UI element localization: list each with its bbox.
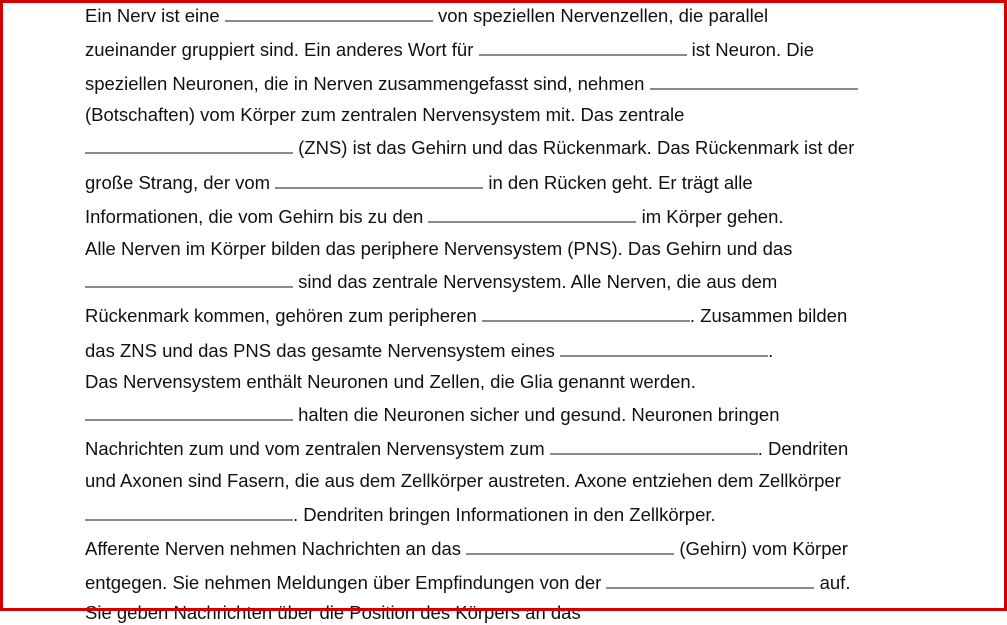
text-line [85, 601, 581, 625]
text-segment: das ZNS und das PNS das gesamte Nervensystem eines [85, 340, 561, 361]
text-segment: . Dendriten [757, 438, 849, 459]
text-line [85, 103, 684, 127]
text-line [85, 501, 716, 525]
text-segment: zueinander gruppiert sind. Ein anderes Wort für [85, 39, 479, 60]
blank-field[interactable] [85, 501, 293, 521]
text-segment: Sie geben Nachrichten über die Position des Körpers an das [85, 602, 581, 623]
text-line [85, 36, 814, 60]
text-segment: (Botschaften) vom Körper zum zentralen Nervensystem mit. Das zentrale [85, 104, 685, 125]
text-segment: von speziellen Nervenzellen, die parallel [432, 5, 769, 26]
text-line [85, 2, 768, 26]
text-line [85, 70, 858, 94]
text-segment: in den Rücken geht. Er trägt alle [483, 172, 753, 193]
text-segment: speziellen Neuronen, die in Nerven zusammengefasst sind, nehmen [85, 73, 650, 94]
text-line [85, 535, 848, 559]
text-line [85, 268, 777, 292]
text-segment: (ZNS) ist das Gehirn und das Rückenmark. Das Rückenmark ist der [293, 137, 855, 158]
blank-field[interactable] [650, 70, 858, 90]
text-segment: und Axonen sind Fasern, die aus dem Zellkörper austreten. Axone entziehen dem Zellkörper [85, 470, 841, 491]
text-line [85, 370, 696, 394]
text-segment: entgegen. Sie nehmen Meldungen über Empfindungen von der [85, 572, 607, 593]
text-line [85, 337, 773, 361]
text-segment: . Dendriten bringen Informationen in den Zellkörper. [293, 504, 716, 525]
text-line [85, 302, 847, 326]
blank-field[interactable] [85, 268, 293, 288]
text-segment: (Gehirn) vom Körper [674, 538, 848, 559]
blank-field[interactable] [482, 302, 690, 322]
blank-field[interactable] [479, 36, 687, 56]
blank-field[interactable] [550, 435, 758, 455]
blank-field[interactable] [560, 337, 768, 357]
text-segment: Alle Nerven im Körper bilden das periphere Nervensystem (PNS). Das Gehirn und das [85, 238, 793, 259]
blank-field[interactable] [466, 535, 674, 555]
text-line [85, 237, 792, 261]
text-segment: Afferente Nerven nehmen Nachrichten an das [85, 538, 467, 559]
blank-field[interactable] [606, 569, 814, 589]
blank-field[interactable] [225, 2, 433, 22]
text-segment: im Körper gehen. [636, 206, 784, 227]
text-line [85, 134, 854, 158]
blank-field[interactable] [428, 203, 636, 223]
text-segment: Nachrichten zum und vom zentralen Nervensystem zum [85, 438, 550, 459]
blank-field[interactable] [85, 401, 293, 421]
text-segment: Informationen, die vom Gehirn bis zu den [85, 206, 429, 227]
text-segment: große Strang, der vom [85, 172, 276, 193]
text-line [85, 203, 784, 227]
text-segment: . Zusammen bilden [689, 305, 848, 326]
text-segment: Ein Nerv ist eine [85, 5, 225, 26]
text-segment: halten die Neuronen sicher und gesund. Neuronen bringen [293, 404, 780, 425]
text-segment: ist Neuron. Die [686, 39, 815, 60]
text-line [85, 569, 850, 593]
text-segment: sind das zentrale Nervensystem. Alle Nerven, die aus dem [293, 271, 778, 292]
text-segment: auf. [814, 572, 851, 593]
text-line [85, 469, 841, 493]
text-segment: Rückenmark kommen, gehören zum peripheren [85, 305, 482, 326]
text-line [85, 401, 779, 425]
text-segment: . [768, 340, 774, 361]
blank-field[interactable] [85, 134, 293, 154]
blank-field[interactable] [275, 169, 483, 189]
text-segment: Das Nervensystem enthält Neuronen und Zellen, die Glia genannt werden. [85, 371, 696, 392]
text-line [85, 435, 848, 459]
text-line [85, 169, 753, 193]
